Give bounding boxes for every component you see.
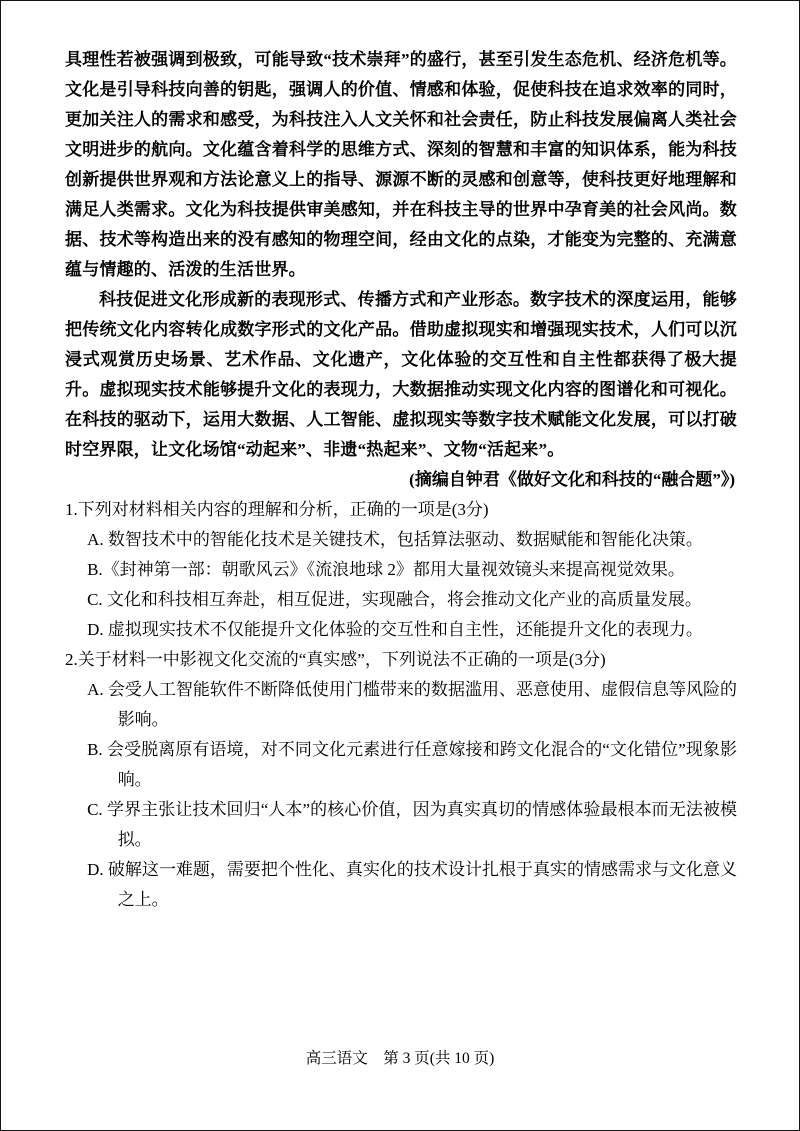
question-1-option-c: C. 文化和科技相互奔赴，相互促进，实现融合，将会推动文化产业的高质量发展。 xyxy=(87,590,702,609)
question-1-stem: 1.下列对材料相关内容的理解和分析，正确的一项是(3分) xyxy=(65,500,489,519)
question-2-option-d: D. 破解这一难题，需要把个性化、真实化的技术设计扎根于真实的情感需求与文化意义之上。 xyxy=(87,860,737,909)
question-1-option-b: B.《封神第一部：朝歌风云》《流浪地球 2》都用大量视效镜头来提高视觉效果。 xyxy=(87,560,685,579)
material-paragraph-1: 具理性若被强调到极致，可能导致“技术崇拜”的盛行，甚至引发生态危机、经济危机等。文化是引导科技向善的钥匙，强调人的价值、情感和体验，促使科技在追求效率的同时，更加关注人的需求和感受，为科技注入人文关怀和社会责任，防止科技发展偏离人类社会文明进步的航向。文化蕴含着科学的思维方式、深刻的智慧和丰富的知识体系，能为科技创新提供世界观和方法论意义上的指导、源源不断的灵感和创意等，使科技更好地理解和满足人类需求。文化为科技提供审美感知，并在科技主导的世界中孕育美的社会风尚。数据、技术等构造出来的没有感知的物理空间，经由文化的点染，才能变为完整的、充满意蕴与情趣的、活泼的生活世界。 xyxy=(65,50,737,279)
question-2-option-c: C. 学界主张让技术回归“人本”的核心价值，因为真实真切的情感体验最根本而无法被模拟。 xyxy=(87,800,737,849)
question-2-option-a: A. 会受人工智能软件不断降低使用门槛带来的数据滥用、恶意使用、虚假信息等风险的影响。 xyxy=(87,680,737,729)
question-1-option-a: A. 数智技术中的智能化技术是关键技术，包括算法驱动、数据赋能和智能化决策。 xyxy=(87,530,703,549)
material-paragraph-2: 科技促进文化形成新的表现形式、传播方式和产业形态。数字技术的深度运用，能够把传统文化内容转化成数字形式的文化产品。借助虚拟现实和增强现实技术，人们可以沉浸式观赏历史场景、艺术作品、文化遗产，文化体验的交互性和自主性都获得了极大提升。虚拟现实技术能够提升文化的表现力，大数据推动实现文化内容的图谱化和可视化。在科技的驱动下，运用大数据、人工智能、虚拟现实等数字技术赋能文化发展，可以打破时空界限，让文化场馆“动起来”、非遗“热起来”、文物“活起来”。 xyxy=(65,290,737,459)
question-1-option-d: D. 虚拟现实技术不仅能提升文化体验的交互性和自主性，还能提升文化的表现力。 xyxy=(87,620,703,639)
page-footer: 高三语文 第 3 页(共 10 页) xyxy=(305,1050,495,1067)
question-2-stem: 2.关于材料一中影视文化交流的“真实感”，下列说法不正确的一项是(3分) xyxy=(65,650,606,669)
material-attribution: (摘编自钟君《做好文化和科技的“融合题”》) xyxy=(409,470,735,489)
exam-content xyxy=(1,1,799,915)
question-2 xyxy=(65,645,737,915)
question-2-option-b: B. 会受脱离原有语境，对不同文化元素进行任意嫁接和跨文化混合的“文化错位”现象影响。 xyxy=(87,740,737,789)
question-1 xyxy=(65,495,737,645)
